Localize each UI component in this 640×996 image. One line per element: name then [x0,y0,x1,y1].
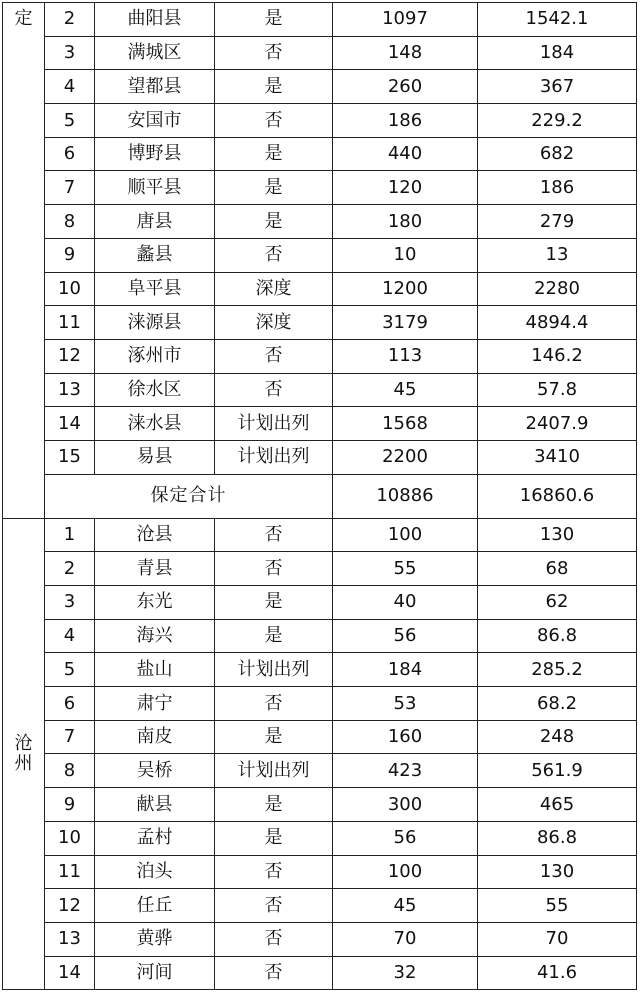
value-2-cell: 130 [478,518,637,552]
county-name: 盐山 [95,653,215,687]
table-row [3,407,637,441]
value-2-cell: 57.8 [478,373,637,407]
total-row [3,474,637,518]
status-cell: 否 [215,373,333,407]
value-1-cell: 45 [333,889,478,923]
value-2-cell: 682 [478,137,637,171]
county-name: 涿州市 [95,339,215,373]
county-name: 黄骅 [95,922,215,956]
status-cell: 否 [215,687,333,721]
value-1-cell: 100 [333,855,478,889]
value-2-cell: 465 [478,788,637,822]
total-label: 保定合计 [45,474,333,518]
row-number: 9 [45,238,95,272]
row-number: 2 [45,3,95,37]
value-2-cell: 86.8 [478,619,637,653]
value-1-cell: 53 [333,687,478,721]
region-cell-baoding [3,3,45,519]
table-row [3,339,637,373]
value-2-cell: 2280 [478,272,637,306]
county-name: 徐水区 [95,373,215,407]
county-data-table [2,2,637,990]
status-cell: 是 [215,3,333,37]
row-number: 5 [45,104,95,138]
value-2-cell: 70 [478,922,637,956]
value-2-cell: 3410 [478,440,637,474]
row-number: 1 [45,518,95,552]
value-2-cell: 41.6 [478,956,637,990]
county-name: 曲阳县 [95,3,215,37]
row-number: 9 [45,788,95,822]
table-row [3,3,637,37]
value-1-cell: 120 [333,171,478,205]
status-cell: 否 [215,339,333,373]
row-number: 14 [45,407,95,441]
value-2-cell: 146.2 [478,339,637,373]
table-row [3,552,637,586]
table-row [3,754,637,788]
total-value-2: 16860.6 [478,474,637,518]
row-number: 14 [45,956,95,990]
table-row [3,306,637,340]
county-name: 满城区 [95,36,215,70]
value-1-cell: 40 [333,586,478,620]
county-name: 南皮 [95,720,215,754]
table-row [3,956,637,990]
table-row [3,272,637,306]
status-cell: 是 [215,788,333,822]
table-row [3,720,637,754]
status-cell: 否 [215,889,333,923]
county-name: 肃宁 [95,687,215,721]
county-name: 沧县 [95,518,215,552]
value-2-cell: 367 [478,70,637,104]
county-name: 涞水县 [95,407,215,441]
table-row [3,619,637,653]
table-row [3,889,637,923]
table-row [3,586,637,620]
status-cell: 是 [215,720,333,754]
row-number: 10 [45,821,95,855]
value-1-cell: 423 [333,754,478,788]
table-row [3,922,637,956]
row-number: 7 [45,720,95,754]
table-row [3,36,637,70]
value-2-cell: 279 [478,205,637,239]
table-row [3,205,637,239]
county-name: 涞源县 [95,306,215,340]
value-2-cell: 285.2 [478,653,637,687]
value-1-cell: 440 [333,137,478,171]
county-name: 献县 [95,788,215,822]
table-row [3,821,637,855]
table-row [3,653,637,687]
table-row [3,855,637,889]
status-cell: 是 [215,171,333,205]
status-cell: 否 [215,855,333,889]
status-cell: 深度 [215,306,333,340]
value-1-cell: 1200 [333,272,478,306]
row-number: 13 [45,922,95,956]
row-number: 13 [45,373,95,407]
table-row [3,238,637,272]
status-cell: 是 [215,821,333,855]
value-1-cell: 10 [333,238,478,272]
region-label: 定 [14,8,33,29]
table-body [3,3,637,990]
row-number: 3 [45,36,95,70]
value-2-cell: 561.9 [478,754,637,788]
table-row [3,518,637,552]
status-cell: 是 [215,70,333,104]
value-1-cell: 70 [333,922,478,956]
value-2-cell: 184 [478,36,637,70]
county-name: 阜平县 [95,272,215,306]
value-2-cell: 68.2 [478,687,637,721]
row-number: 11 [45,855,95,889]
status-cell: 是 [215,205,333,239]
row-number: 10 [45,272,95,306]
county-name: 孟村 [95,821,215,855]
county-name: 泊头 [95,855,215,889]
total-value-1: 10886 [333,474,478,518]
county-name: 河间 [95,956,215,990]
value-2-cell: 86.8 [478,821,637,855]
status-cell: 否 [215,238,333,272]
county-name: 望都县 [95,70,215,104]
value-2-cell: 1542.1 [478,3,637,37]
value-1-cell: 55 [333,552,478,586]
value-1-cell: 148 [333,36,478,70]
row-number: 4 [45,70,95,104]
value-1-cell: 186 [333,104,478,138]
status-cell: 否 [215,956,333,990]
county-name: 顺平县 [95,171,215,205]
table-row [3,171,637,205]
row-number: 8 [45,754,95,788]
row-number: 4 [45,619,95,653]
row-number: 7 [45,171,95,205]
county-name: 唐县 [95,205,215,239]
value-2-cell: 2407.9 [478,407,637,441]
county-name: 吴桥 [95,754,215,788]
county-name: 易县 [95,440,215,474]
table-row [3,788,637,822]
county-name: 海兴 [95,619,215,653]
row-number: 3 [45,586,95,620]
value-2-cell: 62 [478,586,637,620]
status-cell: 计划出列 [215,754,333,788]
value-1-cell: 32 [333,956,478,990]
value-1-cell: 260 [333,70,478,104]
table-row [3,104,637,138]
status-cell: 否 [215,518,333,552]
table-row [3,70,637,104]
row-number: 15 [45,440,95,474]
value-2-cell: 229.2 [478,104,637,138]
value-1-cell: 2200 [333,440,478,474]
region-cell-cangzhou [3,518,45,990]
row-number: 11 [45,306,95,340]
region-label-char: 州 [14,752,33,774]
row-number: 8 [45,205,95,239]
value-1-cell: 300 [333,788,478,822]
value-1-cell: 3179 [333,306,478,340]
value-1-cell: 160 [333,720,478,754]
value-2-cell: 55 [478,889,637,923]
table-row [3,687,637,721]
status-cell: 否 [215,104,333,138]
value-1-cell: 180 [333,205,478,239]
county-name: 东光 [95,586,215,620]
status-cell: 否 [215,552,333,586]
value-2-cell: 248 [478,720,637,754]
status-cell: 计划出列 [215,653,333,687]
status-cell: 计划出列 [215,440,333,474]
county-name: 蠡县 [95,238,215,272]
row-number: 6 [45,687,95,721]
value-1-cell: 45 [333,373,478,407]
status-cell: 是 [215,586,333,620]
county-name: 青县 [95,552,215,586]
value-2-cell: 68 [478,552,637,586]
value-2-cell: 4894.4 [478,306,637,340]
row-number: 5 [45,653,95,687]
status-cell: 深度 [215,272,333,306]
value-1-cell: 113 [333,339,478,373]
region-label-char: 沧 [14,733,33,755]
status-cell: 是 [215,619,333,653]
value-1-cell: 184 [333,653,478,687]
table-row [3,373,637,407]
county-name: 博野县 [95,137,215,171]
table-row [3,440,637,474]
row-number: 6 [45,137,95,171]
status-cell: 否 [215,36,333,70]
value-1-cell: 1568 [333,407,478,441]
status-cell: 否 [215,922,333,956]
value-1-cell: 1097 [333,3,478,37]
value-1-cell: 56 [333,821,478,855]
value-2-cell: 130 [478,855,637,889]
value-2-cell: 186 [478,171,637,205]
row-number: 12 [45,889,95,923]
status-cell: 计划出列 [215,407,333,441]
row-number: 2 [45,552,95,586]
county-name: 任丘 [95,889,215,923]
status-cell: 是 [215,137,333,171]
value-1-cell: 56 [333,619,478,653]
value-2-cell: 13 [478,238,637,272]
row-number: 12 [45,339,95,373]
table-row [3,137,637,171]
value-1-cell: 100 [333,518,478,552]
county-name: 安国市 [95,104,215,138]
